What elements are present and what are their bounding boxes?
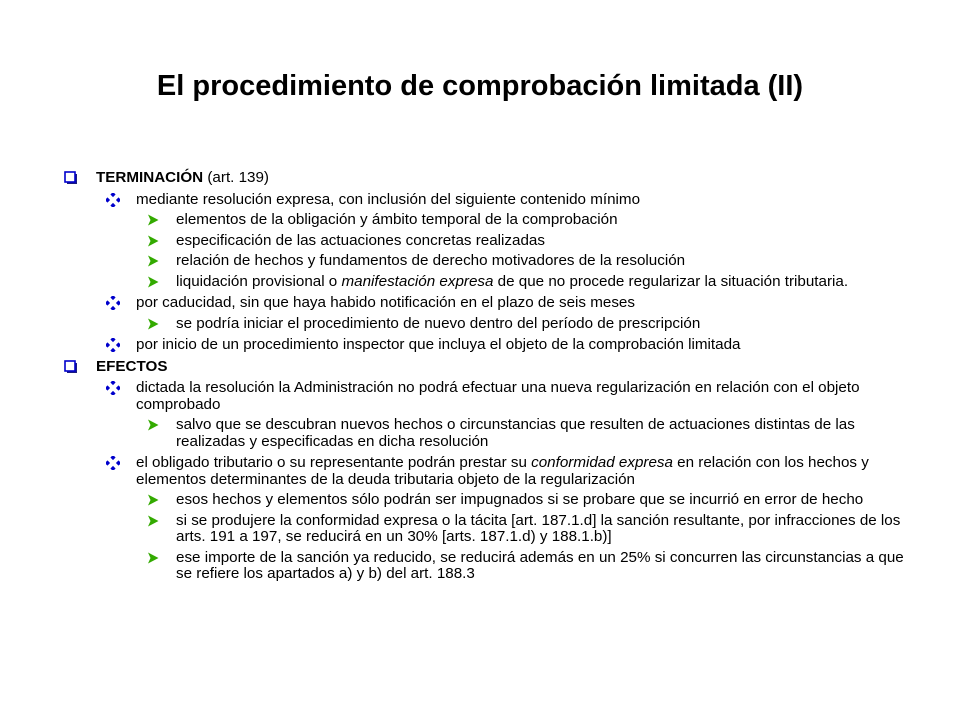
bullet-item-level-3 [64, 492, 914, 509]
bullet-text: de que no procede regularizar la situación tributaria. [493, 272, 849, 290]
bullet-text: (art. 139) [203, 169, 269, 186]
arrowhead-bullet-icon [146, 551, 160, 565]
arrowhead-bullet-icon [146, 275, 160, 289]
bullet-text: elementos de la obligación y ámbito temporal de la comprobación [176, 211, 618, 228]
bullet-item-level-2 [64, 295, 914, 312]
arrowhead-bullet-icon [146, 514, 160, 528]
bullet-item-level-2 [64, 455, 914, 488]
bullet-item-level-3 [64, 233, 914, 250]
bullet-item-level-2 [64, 192, 914, 209]
bullet-text: esos hechos y elementos sólo podrán ser impugnados si se probare que se incurrió en error de hecho [176, 491, 864, 508]
bullet-text: TERMINACIÓN [96, 169, 204, 186]
arrowhead-bullet-icon [146, 418, 160, 432]
slide-content [64, 170, 914, 583]
bullet-text: por inicio de un procedimiento inspector que incluya el objeto de la comprobación limitada [136, 336, 741, 353]
diamond-bullet-icon [106, 193, 120, 207]
bullet-item-level-3 [64, 253, 914, 270]
bullet-item-level-3 [64, 513, 914, 546]
bullet-text: si se produjere la conformidad expresa o la tácita [art. 187.1.d] la sanción resultante, por infracciones de los arts. 191 a 197, se reducirá en un 30% [arts. 187.1.d) y 188.1.b)] [176, 511, 901, 545]
bullet-text: conformidad expresa [531, 454, 673, 471]
bullet-text: liquidación provisional o [176, 272, 342, 290]
bullet-item-level-3 [64, 212, 914, 229]
arrowhead-bullet-icon [146, 254, 160, 268]
bullet-text: por caducidad, sin que haya habido notificación en el plazo de seis meses [136, 294, 635, 311]
bullet-item-level-1 [64, 359, 914, 376]
hollow-square-bullet-icon [64, 360, 78, 374]
bullet-item-level-3 [64, 274, 914, 291]
diamond-bullet-icon [106, 456, 120, 470]
bullet-item-level-2 [64, 337, 914, 354]
bullet-text: ese importe de la sanción ya reducido, se reducirá además en un 25% si concurren las circunstancias a que se refiere los apartados a) y b) del art. 188.3 [176, 548, 904, 582]
bullet-text: especificación de las actuaciones concretas realizadas [176, 231, 545, 249]
bullet-text: EFECTOS [96, 357, 168, 375]
bullet-text: el obligado tributario o su representante podrán prestar su [136, 454, 532, 471]
bullet-text: mediante resolución expresa, con inclusión del siguiente contenido mínimo [136, 190, 641, 208]
hollow-square-bullet-icon [64, 171, 78, 185]
arrowhead-bullet-icon [146, 493, 160, 507]
bullet-text: en relación con los hechos y elementos determinantes de la deuda tributaria objeto de la regularización [136, 454, 869, 488]
diamond-bullet-icon [106, 338, 120, 352]
arrowhead-bullet-icon [146, 317, 160, 331]
bullet-item-level-3 [64, 550, 914, 583]
slide-title: El procedimiento de comprobación limitada (II) [156, 70, 804, 102]
diamond-bullet-icon [106, 381, 120, 395]
bullet-item-level-1 [64, 170, 914, 187]
bullet-text: dictada la resolución la Administración no podrá efectuar una nueva regularización en relación con el objeto comprobado [136, 379, 860, 413]
bullet-text: relación de hechos y fundamentos de derecho motivadores de la resolución [176, 252, 686, 269]
arrowhead-bullet-icon [146, 213, 160, 227]
diamond-bullet-icon [106, 296, 120, 310]
bullet-item-level-2 [64, 380, 914, 413]
arrowhead-bullet-icon [146, 234, 160, 248]
bullet-text: se podría iniciar el procedimiento de nuevo dentro del período de prescripción [176, 314, 701, 332]
bullet-text: salvo que se descubran nuevos hechos o circunstancias que resulten de actuaciones distintas de las realizadas y especificadas en dicha resolución [176, 416, 855, 450]
bullet-item-level-3 [64, 316, 914, 333]
bullet-text: manifestación expresa [341, 272, 494, 290]
bullet-item-level-3 [64, 417, 914, 450]
